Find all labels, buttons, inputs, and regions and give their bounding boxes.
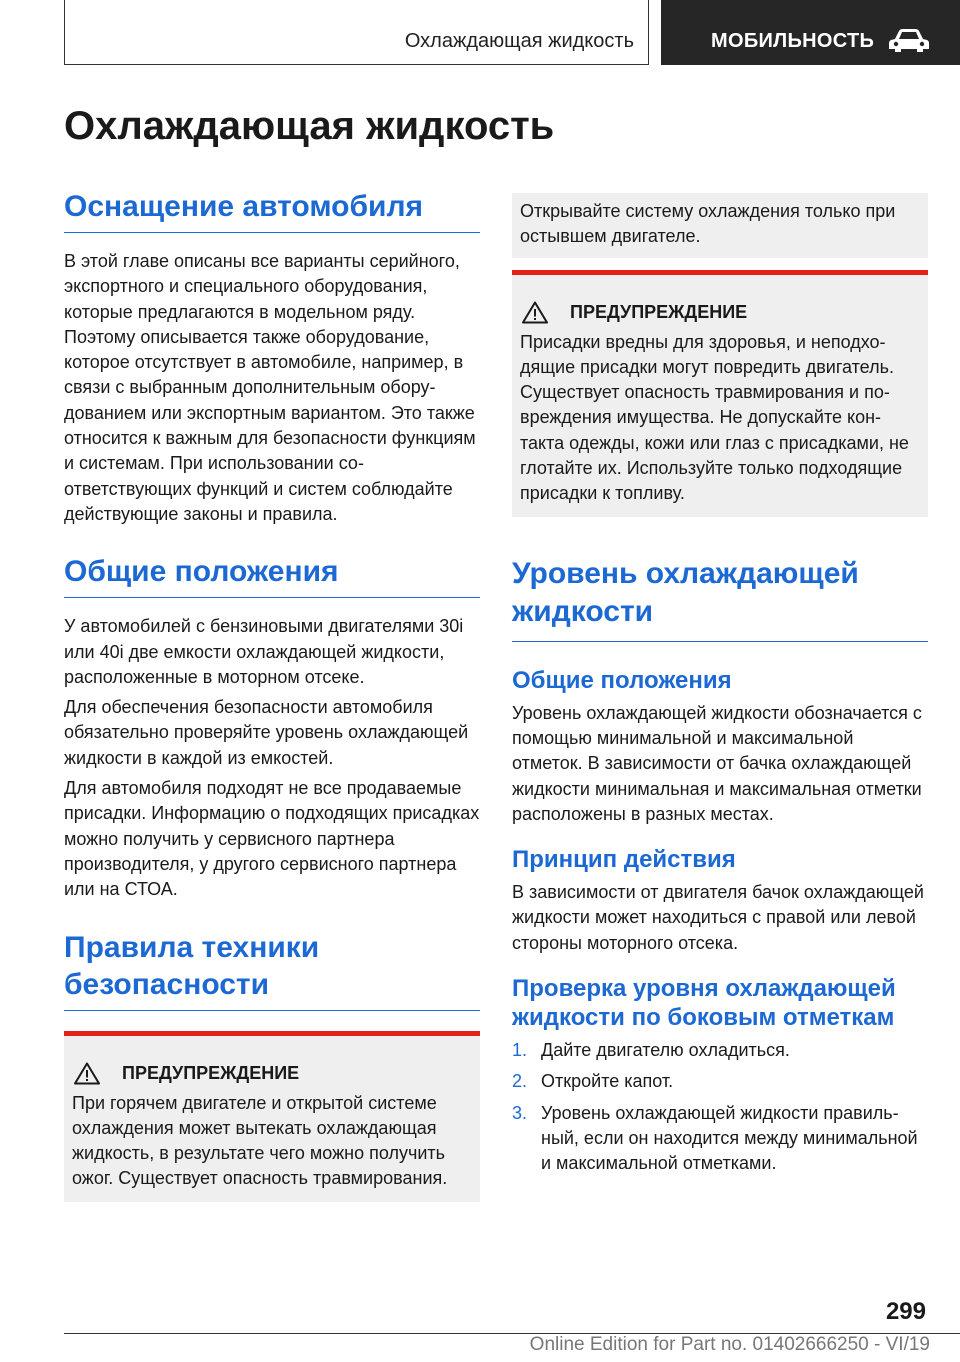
section-title-safety: Правила техники безопасности [64, 929, 480, 1011]
list-item: 1. Дайте двигателю охладиться. [512, 1040, 790, 1061]
equipment-paragraph: В этой главе описаны все варианты серийного, экспортного и специального оборудования, которые предлагаются в модельном ряду. Поэтому описывается также оборудование, которое отсутствует в автомобиле, например, в связи с выбранным дополнительным оборудованием или экспортным вариантом. Это также относится к важным для безопасности функциям и системам. При использовании соответствующих функций и систем соблюдайте действующие законы и правила. [64, 251, 476, 524]
list-item: 3. Уровень охлаждающей жидкости правильный, если он находится между минимальной и максимальной отметками. [512, 1102, 918, 1174]
left-column [64, 188, 480, 1202]
warning-box-hot-engine [64, 1031, 480, 1202]
right-column [512, 193, 928, 1183]
warning-triangle-icon [74, 1062, 100, 1085]
warning-triangle-icon [522, 301, 548, 324]
info-box-text: Открывайте систему охлаждения только при остывшем двигателе. [520, 201, 896, 247]
car-icon [887, 28, 931, 54]
info-box [512, 193, 928, 258]
header-chapter-label: МОБИЛЬНОСТЬ [711, 30, 875, 52]
list-item: 2. Откройте капот. [512, 1071, 674, 1092]
general-paragraph-1: У автомобилей с бензиновыми двигателями 30i или 40i две емкости охлаждающей жидкости, расположенные в моторном отсеке. [64, 616, 464, 687]
warning-text: При горячем двигателе и открытой системе охлаждения может вытекать охлаждающая жидкость, в результате чего можно получить ожог. Существует опасность травмирования. [72, 1092, 448, 1189]
warning-title: ПРЕДУПРЕЖДЕНИЕ [122, 1062, 300, 1083]
footer-edition: Online Edition for Part no. 01402666250 - VI/19 [529, 1334, 930, 1355]
header-chapter-box [661, 0, 960, 65]
section-title-equipment: Оснащение автомобиля [64, 188, 480, 233]
subsection-title-general: Общие положения [512, 666, 732, 694]
subsection-title-principle: Принцип действия [512, 846, 736, 874]
section-title-coolant-level: Уровень охлаждающей жидкости [512, 555, 928, 642]
general-paragraph-3: Для автомобиля подходят не все продаваемые присадки. Информацию о подходящих присадках можно получить у сервисного партнера производителя, у другого сервисного партнера или на СТОА. [64, 778, 480, 900]
warning-text: Присадки вредны для здоровья, и неподходящие присадки могут повредить двигатель. Существует опасность травмирования и повреждения имущества. Не допускайте контакта одежды, кожи или глаз с присадками, не глотайте их. Используйте только подходящие присадки к топливу. [520, 331, 909, 504]
subsection-general-text: Уровень охлаждающей жидкости обозначается с помощью минимальной и максимальной отметок. В зависимости от бачка охлаждающей жидкости минимальная и максимальная отметки расположены в разных местах. [512, 702, 922, 824]
subsection-principle-text: В зависимости от двигателя бачок охлаждающей жидкости может находиться с правой или левой стороны моторного отсека. [512, 882, 924, 953]
page-number: 299 [885, 1298, 926, 1325]
subsection-title-check-level: Проверка уровня охлаждающей жидкости по боковым отметкам [512, 975, 896, 1032]
section-title-general: Общие положения [64, 553, 480, 598]
header-section-box [64, 0, 649, 65]
page-title: Охлаждающая жидкость [64, 104, 555, 148]
general-paragraph-2: Для обеспечения безопасности автомобиля обязательно проверяйте уровень охлаждающей жидкости в каждой из емкостей. [64, 697, 469, 768]
warning-box-additives [512, 270, 928, 517]
steps-list [512, 1038, 928, 1176]
warning-title: ПРЕДУПРЕЖДЕНИЕ [570, 301, 748, 322]
header-section-label: Охлаждающая жидкость [404, 30, 634, 52]
